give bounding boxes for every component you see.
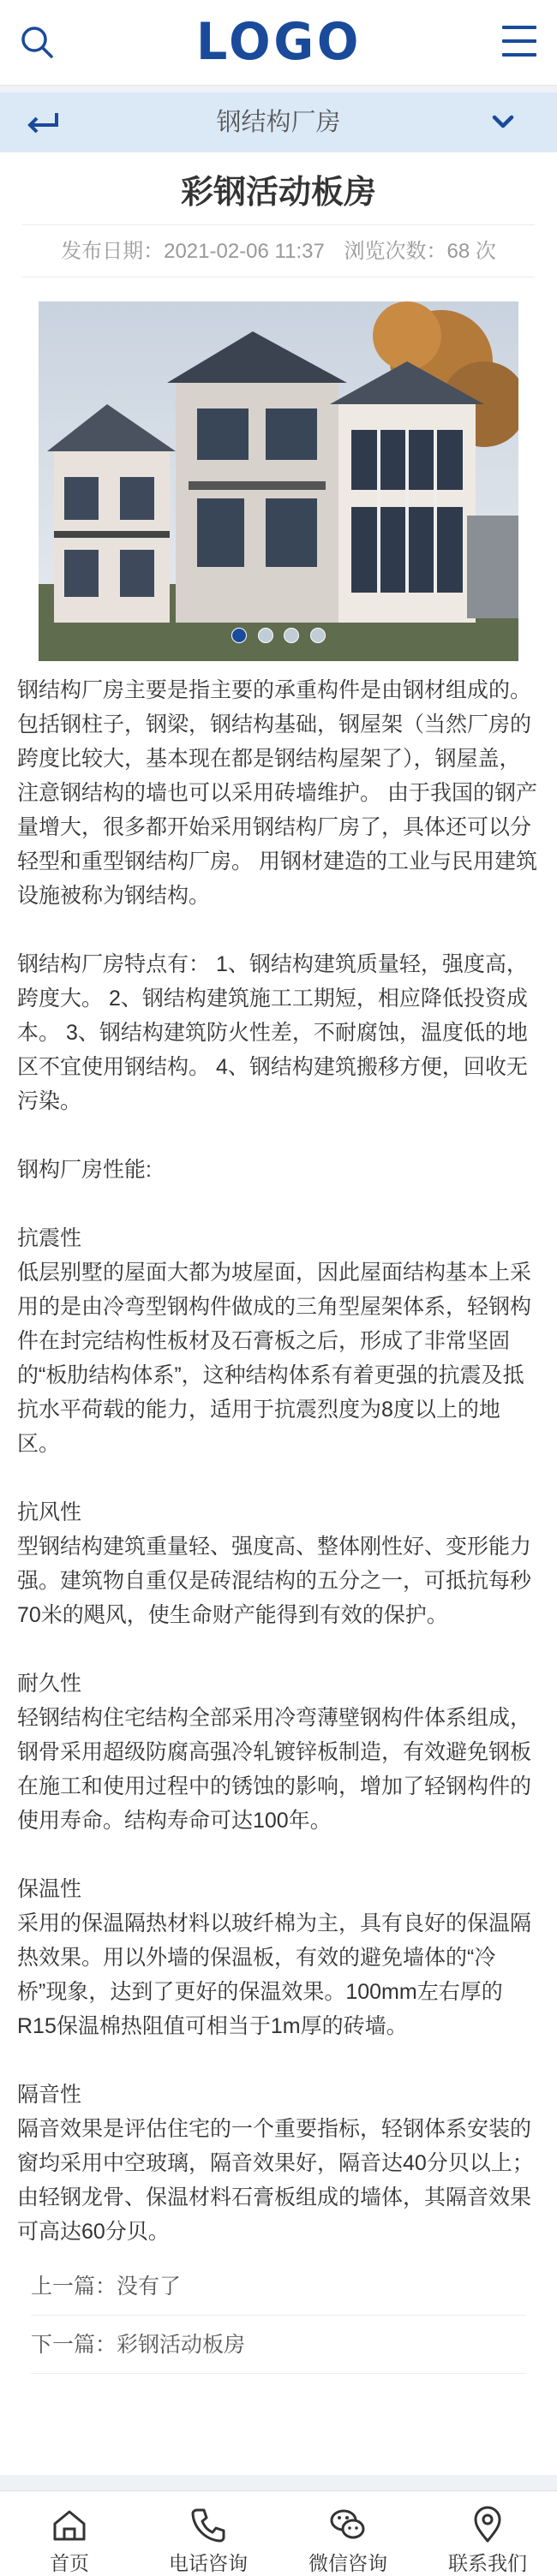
slider-dot[interactable]	[258, 628, 273, 643]
article-paragraph: 钢结构厂房特点有： 1、钢结构建筑质量轻，强度高，跨度大。 2、钢结构建筑施工工期短，相应降低投资成本。 3、钢结构建筑防火性差，不耐腐蚀，温度低的地区不宜使用钢结构。 4、钢结构建筑搬移方便，回收无污染。	[17, 952, 528, 1113]
back-button[interactable]	[24, 108, 62, 137]
prev-article-link[interactable]: 上一篇：没有了	[31, 2257, 526, 2316]
article-paragraph: 保温性	[17, 1877, 82, 1901]
footer-phone-label: 电话咨询	[169, 2552, 248, 2574]
article-paragraph: 型钢结构建筑重量轻、强度高、整体刚性好、变形能力强。建筑物自重仅是砖混结构的五分之一，可抵抗每秒70米的飓风，使生命财产能得到有效的保护。	[17, 1535, 532, 1627]
paragraph-spacer	[17, 1118, 540, 1153]
article-paragraph: 耐久性	[17, 1672, 82, 1696]
slider-dot[interactable]	[310, 628, 326, 643]
villa-image	[39, 301, 518, 661]
slider-dot[interactable]	[231, 628, 247, 643]
menu-button[interactable]	[502, 26, 536, 58]
article-content	[0, 661, 557, 2249]
article-image[interactable]	[39, 301, 518, 661]
search-button[interactable]	[19, 24, 57, 62]
view-count	[344, 240, 496, 263]
paragraph-spacer	[17, 1838, 540, 1872]
search-icon	[19, 24, 57, 62]
paragraph-spacer	[17, 1461, 540, 1495]
footer-contact[interactable]	[418, 2491, 557, 2576]
article-title: 彩钢活动板房	[180, 175, 376, 211]
footer-home-label: 首页	[50, 2552, 89, 2574]
slider-dot[interactable]	[284, 628, 299, 643]
top-header	[0, 0, 557, 86]
slider-dots	[39, 628, 518, 647]
paragraph-spacer	[17, 1187, 540, 1221]
menu-line	[502, 53, 536, 57]
footer-wechat[interactable]	[278, 2491, 417, 2576]
paragraph-spacer	[17, 1632, 540, 1667]
chevron-down-icon	[490, 110, 516, 135]
publish-date	[61, 240, 325, 263]
article-navigation	[31, 2257, 526, 2374]
site-logo[interactable]: LOGO	[196, 12, 362, 72]
article-paragraph: 钢构厂房性能:	[17, 1158, 152, 1182]
phone-icon	[189, 2505, 228, 2544]
views-label: 浏览次数：	[344, 240, 447, 263]
footer-phone[interactable]	[139, 2491, 278, 2576]
footer-wechat-label: 微信咨询	[308, 2552, 387, 2574]
views-value: 68 次	[446, 240, 496, 263]
publish-label: 发布日期：	[61, 240, 165, 263]
publish-date-value: 2021-02-06 11:37	[164, 240, 325, 263]
article-paragraph: 轻钢结构住宅结构全部采用冷弯薄壁钢构件体系组成，钢骨采用超级防腐高强冷轧镀锌板制造，有效避免钢板在施工和使用过程中的锈蚀的影响，增加了轻钢构件的使用寿命。结构寿命可达100年。	[17, 1706, 532, 1833]
menu-line	[502, 39, 536, 43]
back-arrow-icon	[24, 108, 62, 137]
article-paragraph: 隔音性	[17, 2083, 82, 2107]
bottom-nav	[0, 2490, 557, 2576]
category-bar	[0, 92, 557, 152]
article-paragraph: 隔音效果是评估住宅的一个重要指标，轻钢体系安装的窗均采用中空玻璃，隔音效果好，隔音达40分贝以上；由轻钢龙骨、保温材料石膏板组成的墙体，其隔音效果可高达60分贝。	[17, 2117, 534, 2244]
wechat-icon	[328, 2505, 368, 2544]
paragraph-spacer	[17, 913, 540, 947]
article-meta	[22, 224, 535, 277]
article-paragraph: 抗风性	[17, 1500, 82, 1524]
location-pin-icon	[468, 2505, 507, 2544]
article-paragraph: 抗震性	[17, 1226, 82, 1250]
article-paragraph: 钢结构厂房主要是指主要的承重构件是由钢材组成的。包括钢柱子，钢梁，钢结构基础，钢屋架（当然厂房的跨度比较大，基本现在都是钢结构屋架了），钢屋盖，注意钢结构的墙也可以采用砖墙维护。 由于我国的钢产量增大，很多都开始采用钢结构厂房了，具体还可以分轻型和重型钢结构厂房。 用钢材建造的工业与民用建筑设施被称为钢结构。	[17, 678, 537, 908]
paragraph-spacer	[17, 2043, 540, 2078]
home-icon	[50, 2505, 89, 2544]
hamburger-menu-icon	[502, 26, 536, 29]
category-dropdown-button[interactable]	[490, 110, 516, 135]
article-paragraph: 采用的保温隔热材料以玻纤棉为主，具有良好的保温隔热效果。用以外墙的保温板，有效的避免墙体的“冷桥”现象，达到了更好的保温效果。100mm左右厚的R15保温棉热阻值可相当于1m厚的砖墙。	[17, 1911, 532, 2038]
footer-contact-label: 联系我们	[448, 2552, 527, 2574]
article-paragraph: 低层别墅的屋面大都为坡屋面，因此屋面结构基本上采用的是由冷弯型钢构件做成的三角型屋架体系，轻钢构件在封完结构性板材及石膏板之后，形成了非常坚固的“板肋结构体系”，这种结构体系有着更强的抗震及抵抗水平荷载的能力，适用于抗震烈度为8度以上的地区。	[17, 1261, 532, 1456]
next-article-link[interactable]: 下一篇：彩钢活动板房	[31, 2316, 526, 2374]
category-title: 钢结构厂房	[216, 109, 341, 136]
article	[0, 152, 557, 2475]
footer-home[interactable]	[0, 2491, 139, 2576]
